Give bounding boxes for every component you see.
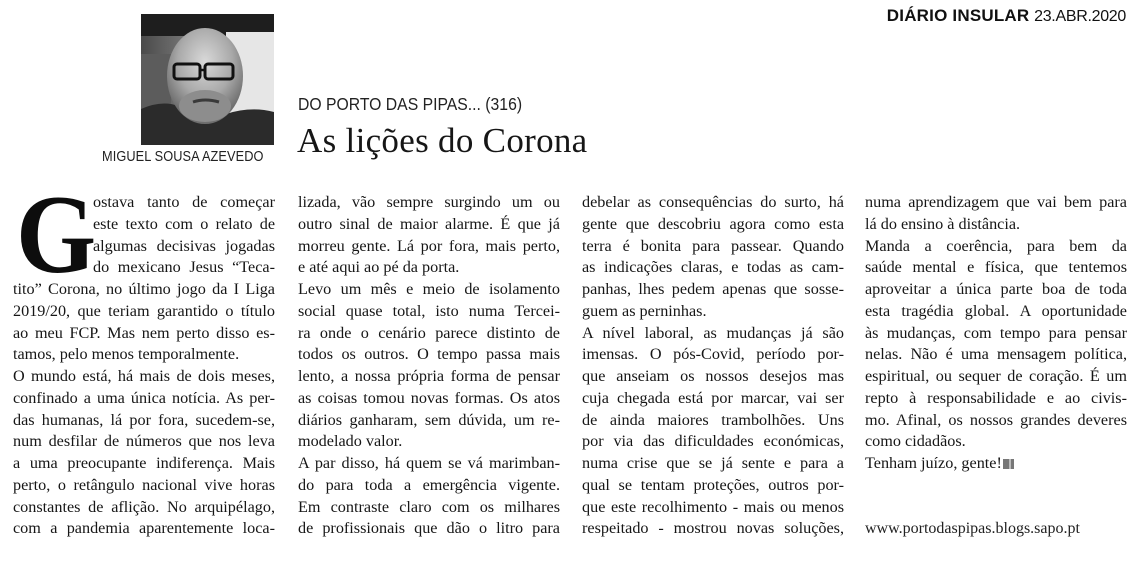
text-line: do para toda a emergência vigente. [298,475,560,494]
text-line: a uma preocupante indiferença. Mais [13,454,275,472]
text-line: com a pandemia aparentemente loca- [13,519,275,538]
text-line: perto, o retângulo nacional vive horas [13,475,275,494]
author-name: MIGUEL SOUSA AZEVEDO [102,149,264,165]
text-line: numa aprendizagem que vai bem para [865,193,1127,211]
closing-text: Tenham juízo, gente! [865,454,1002,472]
text-line: gente que descobriu agora como esta [582,214,844,233]
masthead [887,6,1126,27]
closing-line [865,453,1127,475]
text-line: numa crise que se já sente e para a [582,454,844,472]
text-line: morreu gente. Lá por fora, mais perto, [298,236,560,255]
text-line: e até aqui ao pé da porta. [298,258,460,277]
article-column-2 [298,192,560,540]
text-line: às mudanças, com tempo para pensar [865,323,1127,342]
text-line: 2019/20, que teriam garantido o título [13,301,275,320]
text-line: outro sinal de maior alarme. É que já [298,214,560,233]
text-line: lizada, vão sempre surgindo um ou [298,193,560,211]
text-line: aproveitar a única parte boa de toda [865,280,1127,298]
text-line: confinado a uma única notícia. As per- [13,388,275,407]
text-line: ostava tanto de começar [93,193,275,211]
newspaper-name: DIÁRIO INSULAR [886,6,1030,25]
text-line: as coisas tomou novas formas. Os atos [298,388,560,407]
article-column-3 [582,192,844,540]
text-line: qual se tentam proteções, outros por- [582,475,844,494]
end-of-article-icon [1003,459,1014,469]
text-line: saúde mental e física, que tentemos [865,258,1127,277]
text-line: constantes de aflição. No arquipélago, [13,497,275,516]
text-line: ra onde o cenário parece distinto de [298,323,560,342]
text-line: Manda a coerência, para bem da [865,236,1127,255]
text-line: guem as perninhas. [582,301,707,320]
text-line: as indicações claras, e todas as cam- [582,258,844,277]
text-line: A nível laboral, as mudanças já são [582,323,844,342]
text-line: espiritual, ou sequer de coração. É um [865,367,1127,385]
text-line: imensas. O pós-Covid, período por- [582,345,844,364]
text-line: repto à responsabilidade e ao civis- [865,388,1127,407]
text-line: das humanas, lá por fora, sucedem-se, [13,410,275,429]
text-line: que este recolhimento - mais ou menos [582,497,844,516]
text-line: de profissionais que dão o litro para [298,519,560,538]
text-line: lento, a nossa própria forma de pensar [298,367,560,385]
text-line: mo. Afinal, os nossos grandes deveres [865,410,1127,429]
text-line: tamos, pelo menos temporalmente. [13,345,240,364]
text-line: ao meu FCP. Mas nem perto disso es- [13,323,275,342]
article-column-4 [865,192,1127,475]
text-line: diários ganharam, sem dúvida, um re- [298,410,560,429]
text-line: por via das dificuldades económicas, [582,432,844,451]
text-line: cuja chegada está por marcar, vai ser [582,388,844,407]
text-line: panhas, lhes pedem apenas que sosse- [582,280,844,298]
drop-cap: G [16,173,97,297]
text-line: algumas decisivas jogadas [93,236,275,255]
text-line: de ainda maiores trambolhões. Uns [582,410,844,429]
text-line: como cidadãos. [865,432,966,451]
column-kicker: DO PORTO DAS PIPAS... (316) [298,94,523,114]
portrait-image [141,14,274,145]
text-line: respeitado - mostrou novas soluções, [582,519,844,538]
text-line: que anseiam os nossos desejos mas [582,367,844,385]
text-line: este texto com o relato de [93,214,275,233]
issue-date: 23.ABR.2020 [1034,8,1126,25]
text-line: tito” Corona, no último jogo da I Liga [13,280,275,298]
text-line: nelas. Não é uma mensagem política, [865,345,1127,364]
text-line: esta tragédia global. A oportunidade [865,301,1127,320]
headline: As lições do Corona [297,121,588,160]
text-line: A par disso, há quem se vá marimban- [298,454,560,472]
text-line: O mundo está, há mais de dois meses, [13,367,275,385]
text-line: terra é bonita para passear. Quando [582,236,844,255]
text-line: modelado valor. [298,432,403,451]
text-line: social quase total, isto numa Tercei- [298,301,560,320]
text-line: lá do ensino à distância. [865,214,1021,233]
article-column-1 [13,192,275,540]
text-line: do mexicano Jesus “Teca- [93,258,275,277]
text-line: todos os outros. O tempo passa mais [298,345,560,364]
text-line: debelar as consequências do surto, há [582,193,844,211]
author-photo [141,14,274,145]
text-line: num desfilar de números que nos leva [13,432,275,451]
blog-url[interactable]: www.portodaspipas.blogs.sapo.pt [865,520,1080,537]
text-line: Levo um mês e meio de isolamento [298,280,560,298]
text-line: Em contraste claro com os milhares [298,497,560,516]
